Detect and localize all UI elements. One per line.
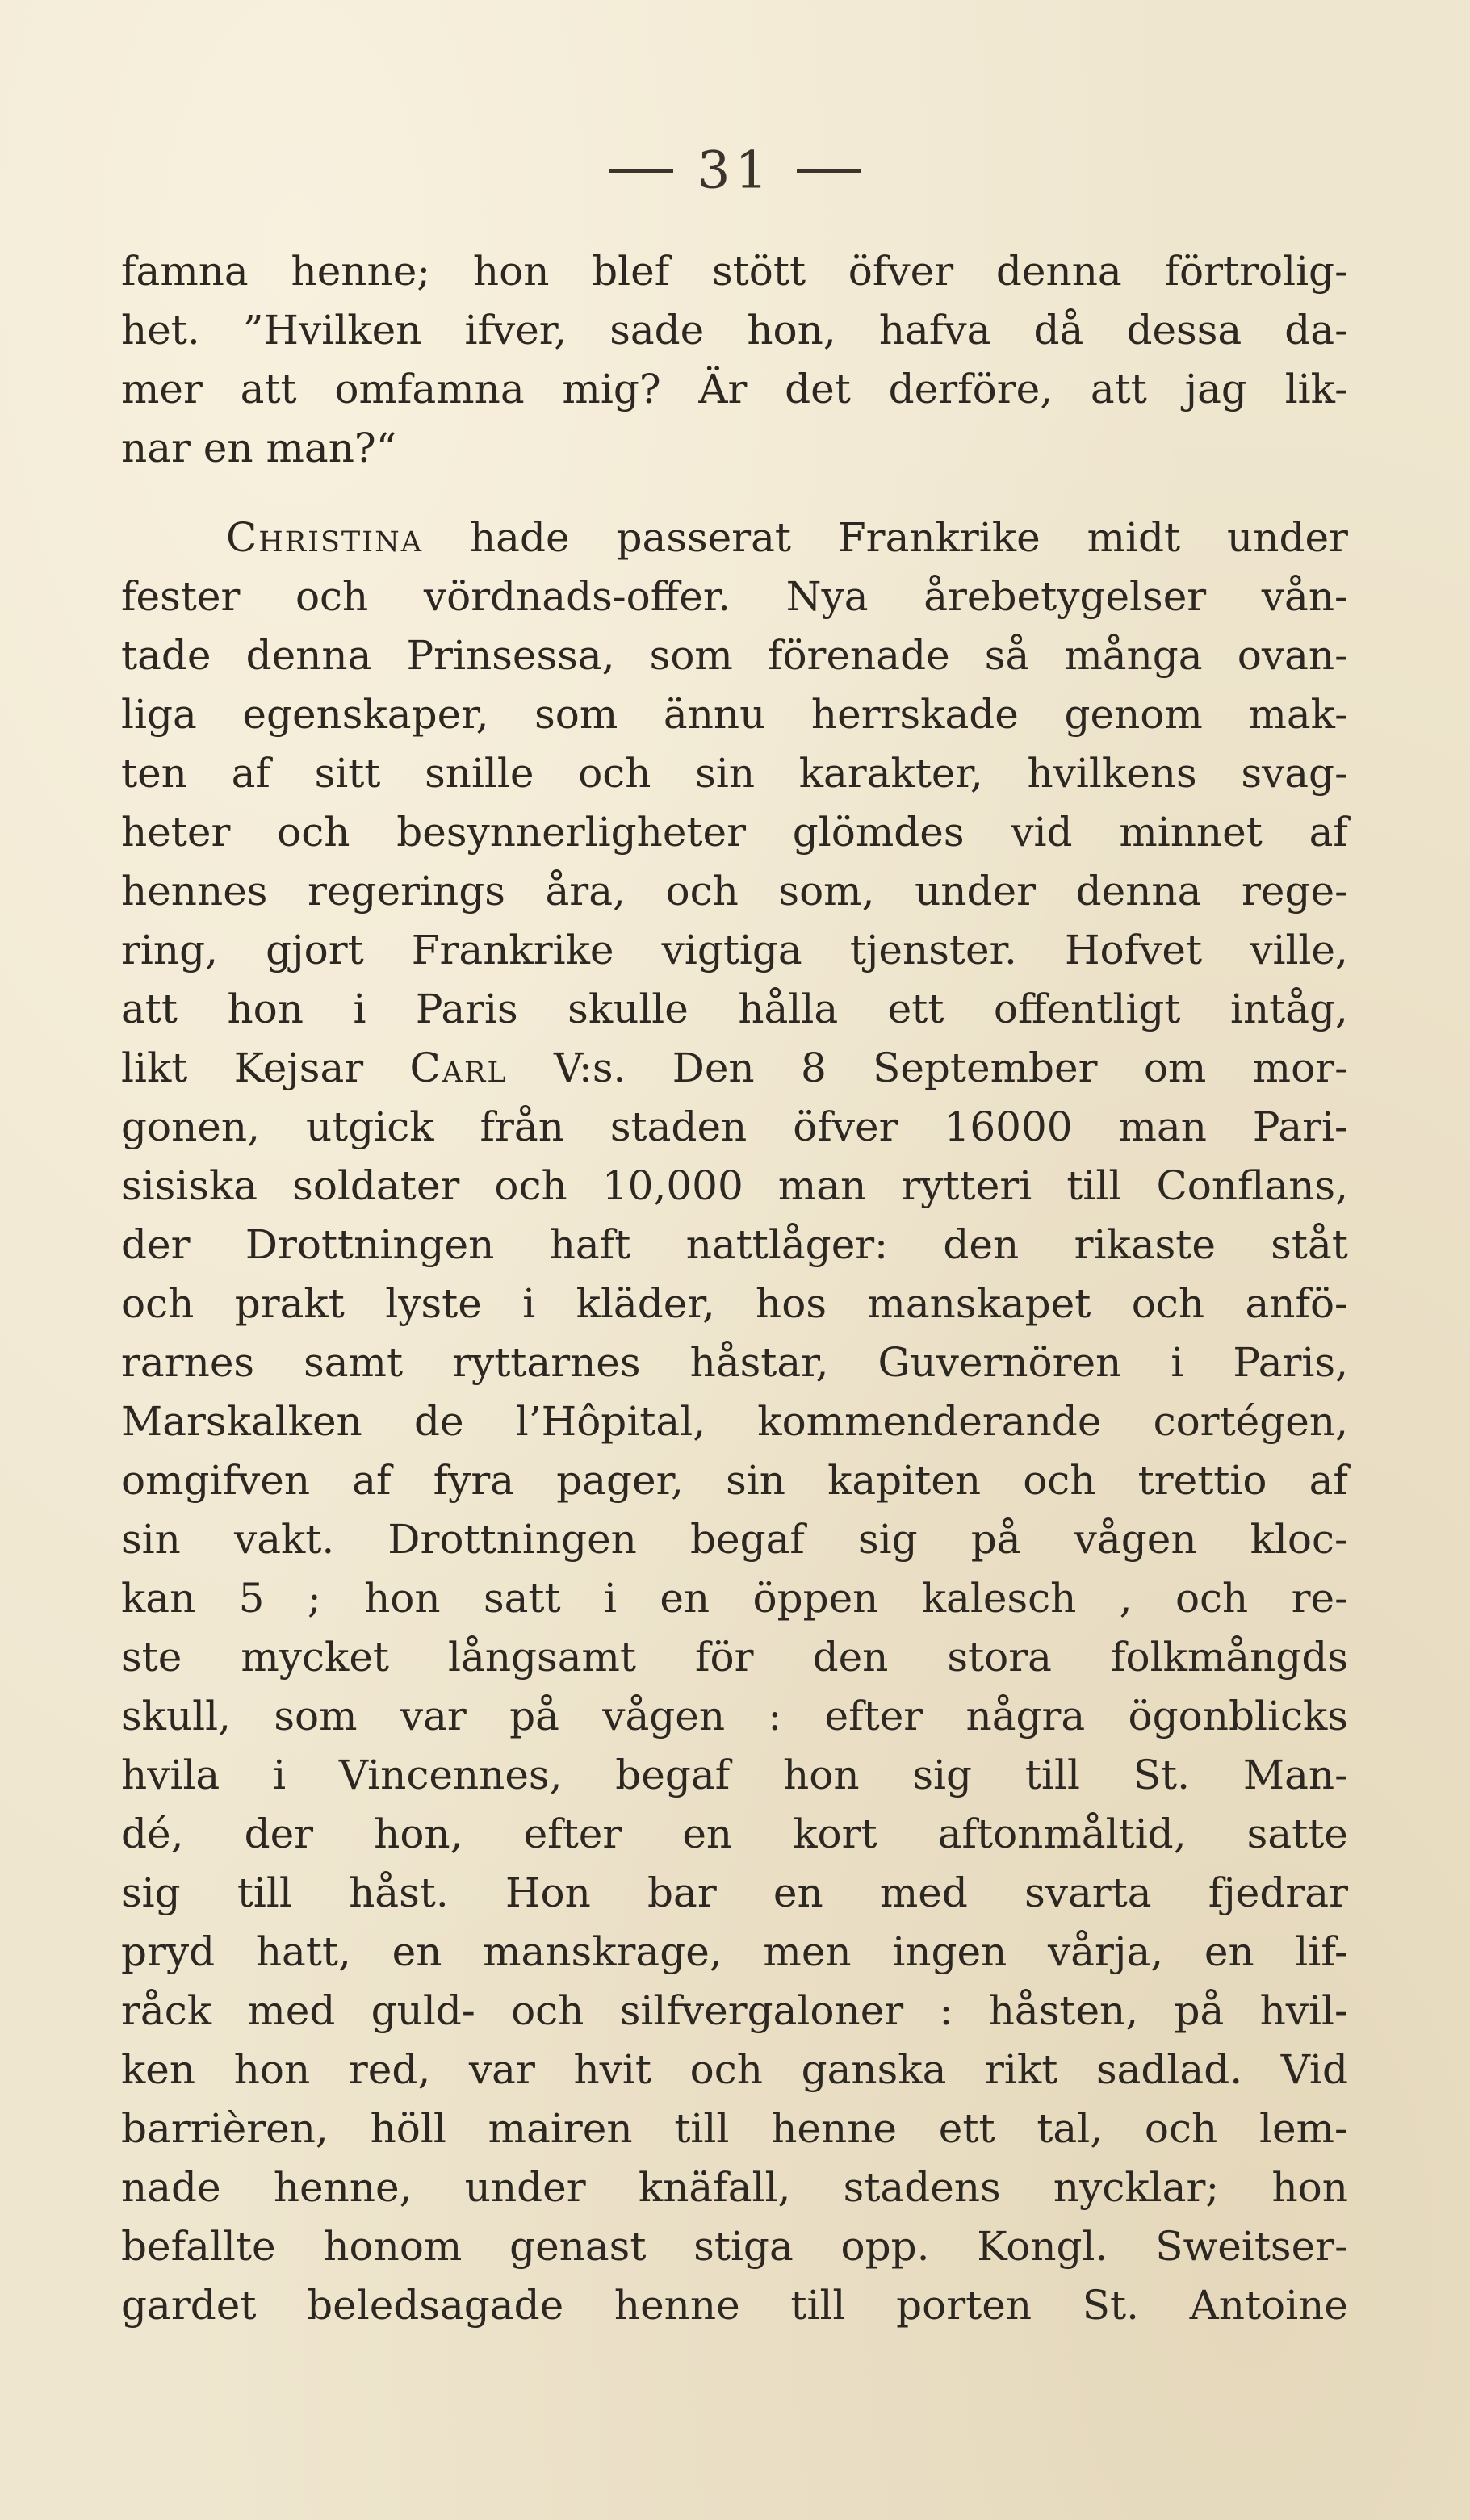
- text-line: rarnes samt ryttarnes håstar, Guvernören i Paris,: [121, 1339, 1348, 1386]
- header-dash-left: [609, 169, 673, 173]
- text-line: sin vakt. Drottningen begaf sig på vågen kloc-: [121, 1516, 1348, 1563]
- text-line: hvila i Vincennes, begaf hon sig till St. Man-: [121, 1752, 1348, 1798]
- text-line: ste mycket långsamt för den stora folkmångds: [121, 1634, 1348, 1681]
- text-line: Christina hade passerat Frankrike midt under: [226, 514, 1348, 561]
- page-header: [0, 137, 1470, 201]
- text-line: Marskalken de l’Hôpital, kommenderande cortégen,: [121, 1398, 1348, 1445]
- text-line: och prakt lyste i kläder, hos manskapet och anfö-: [121, 1280, 1348, 1327]
- text-line: fester och vördnads-offer. Nya årebetygelser vån-: [121, 573, 1348, 620]
- text-line: dé, der hon, efter en kort aftonmåltid, satte: [121, 1810, 1348, 1857]
- text-line: der Drottningen haft nattlåger: den rikaste ståt: [121, 1221, 1348, 1268]
- text-line: att hon i Paris skulle hålla ett offentligt intåg,: [121, 986, 1348, 1032]
- text-line: kan 5 ; hon satt i en öppen kalesch , och re-: [121, 1575, 1348, 1622]
- text-line: gardet beledsagade henne till porten St. Antoine: [121, 2282, 1348, 2329]
- text-line: sig till håst. Hon bar en med svarta fjedrar: [121, 1869, 1348, 1916]
- text-line: nade henne, under knäfall, stadens nycklar; hon: [121, 2164, 1348, 2211]
- text-line: gonen, utgick från staden öfver 16000 man Pari-: [121, 1103, 1348, 1150]
- text-line: skull, som var på vågen : efter några ögonblicks: [121, 1693, 1348, 1739]
- page-number: 31: [697, 140, 773, 201]
- text-line: befallte honom genast stiga opp. Kongl. Sweitser-: [121, 2223, 1348, 2270]
- text-line: sisiska soldater och 10,000 man rytteri till Conflans,: [121, 1162, 1348, 1209]
- text-line: nar en man?“: [121, 425, 397, 471]
- text-line: ring, gjort Frankrike vigtiga tjenster. Hofvet ville,: [121, 927, 1348, 973]
- header-dash-right: [797, 169, 861, 173]
- text-line: pryd hatt, en manskrage, men ingen vårja, en lif-: [121, 1928, 1348, 1975]
- text-line: ten af sitt snille och sin karakter, hvilkens svag-: [121, 750, 1348, 797]
- text-line: het. ”Hvilken ifver, sade hon, hafva då dessa da-: [121, 307, 1348, 354]
- text-line: ken hon red, var hvit och ganska rikt sadlad. Vid: [121, 2046, 1348, 2093]
- text-line: mer att omfamna mig? Är det derföre, att jag lik-: [121, 366, 1348, 412]
- text-line: likt Kejsar Carl V:s. Den 8 September om mor-: [121, 1044, 1348, 1091]
- body-text: [121, 242, 1348, 2335]
- text-line: hennes regerings åra, och som, under denna rege-: [121, 868, 1348, 915]
- text-line: omgifven af fyra pager, sin kapiten och trettio af: [121, 1457, 1348, 1504]
- text-line: liga egenskaper, som ännu herrskade genom mak-: [121, 691, 1348, 738]
- text-line: råck med guld- och silfvergaloner : håsten, på hvil-: [121, 1987, 1348, 2034]
- text-line: famna henne; hon blef stött öfver denna förtrolig-: [121, 248, 1348, 295]
- text-line: tade denna Prinsessa, som förenade så många ovan-: [121, 632, 1348, 679]
- text-line: barrièren, höll mairen till henne ett tal, och lem-: [121, 2105, 1348, 2152]
- text-line: heter och besynnerligheter glömdes vid minnet af: [121, 809, 1348, 856]
